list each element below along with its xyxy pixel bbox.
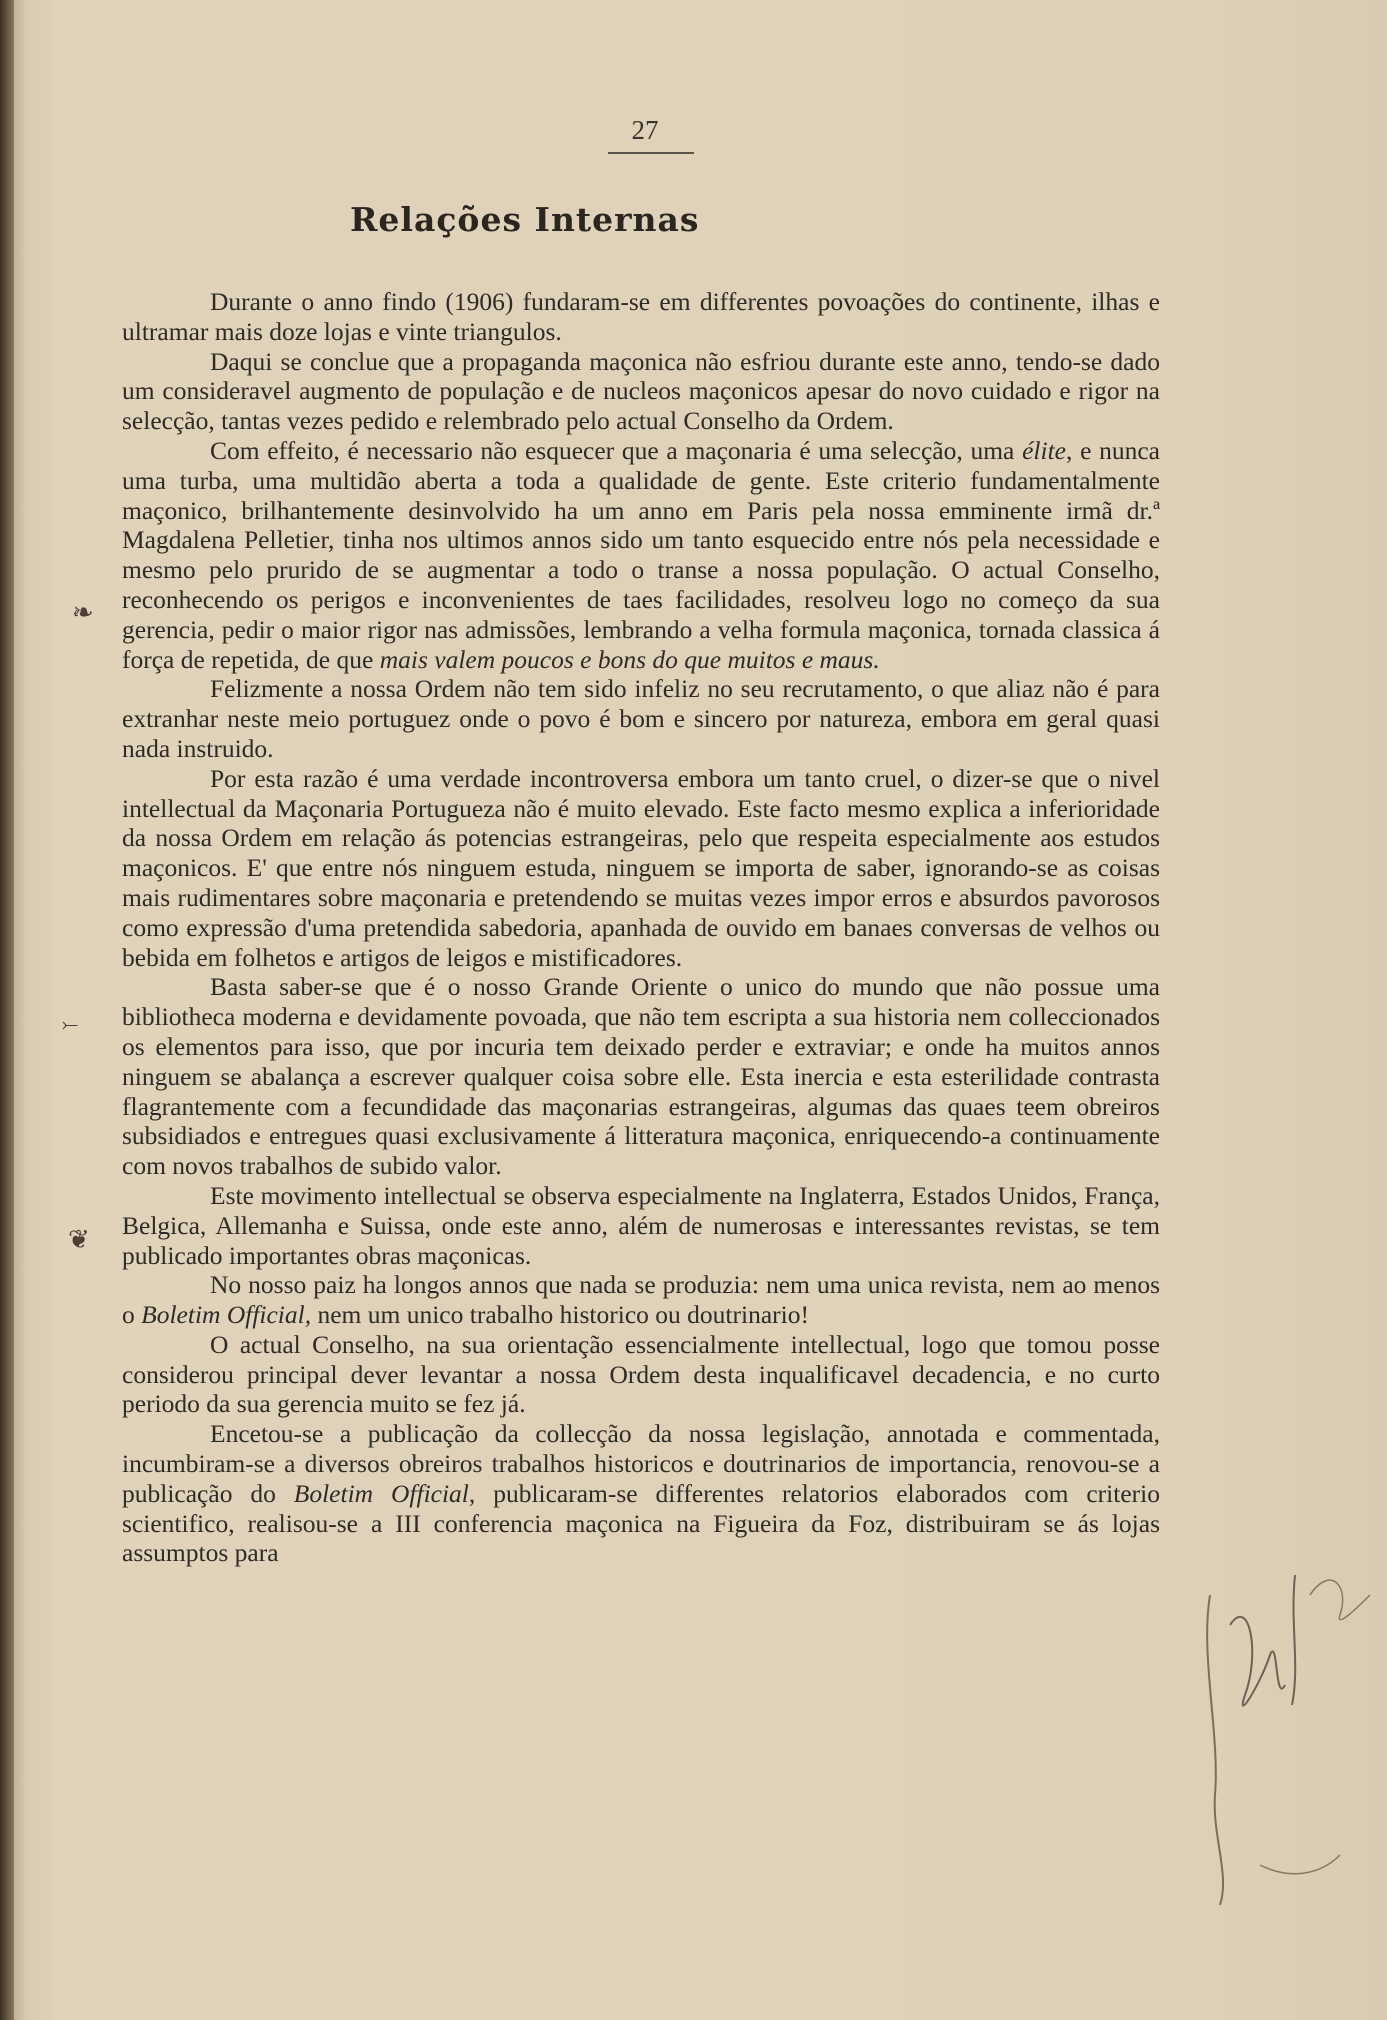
fleuron-icon: ❦ bbox=[68, 1225, 90, 1255]
page-number-rule bbox=[608, 152, 694, 154]
paragraph: O actual Conselho, na sua orientação essencialmente intellectual, logo que tomou posse considerou principal dever levantar a nossa Ordem desta inqualificavel decadencia, e no curto periodo da sua gerencia muito se fez já. bbox=[122, 1329, 1160, 1419]
paragraph: Durante o anno findo (1906) fundaram-se em differentes povoações do continente, ilhas e ultramar mais doze lojas e vinte triangulos. bbox=[122, 287, 1160, 346]
body-text bbox=[122, 287, 1160, 1568]
paragraph: Basta saber-se que é o nosso Grande Oriente o unico do mundo que não possue uma bibliotheca moderna e devidamente povoada, que não tem escripta a sua historia nem colleccionados os elementos para isso, que por incuria tem deixado perder e extraviar; e onde ha muitos annos ninguem se abalança a escrever qualquer coisa sobre elle. Esta inercia e esta esterilidade contrasta flagrantemente com a fecundidade das maçonarias estrangeiras, algumas das quaes teem obreiros subsidiados e entregues quasi exclusivamente á litteratura maçonica, enriquecendo-a continuamente com novos trabalhos de subido valor. bbox=[122, 972, 1160, 1181]
paragraph: Daqui se conclue que a propaganda maçonica não esfriou durante este anno, tendo-se dado um consideravel augmento de população e de nucleos maçonicos apesar do novo cuidado e rigor na selecção, tantas vezes pedido e relembrado pelo actual Conselho da Ordem. bbox=[122, 346, 1160, 436]
handwritten-annotation bbox=[1190, 1535, 1380, 1915]
paragraph: Encetou-se a publicação da collecção da nossa legislação, annotada e commentada, incumbiram-se a diversos obreiros trabalhos historicos e doutrinarios de importancia, renovou-se a publicação do Boletim Official, publicaram-se differentes relatorios elaborados com criterio scientifico, realisou-se a III conferencia maçonica na Figueira da Foz, distribuiram se ás lojas assumptos para bbox=[122, 1419, 1160, 1568]
paragraph: Com effeito, é necessario não esquecer que a maçonaria é uma selecção, uma élite, e nunca uma turba, uma multidão aberta a toda a qualidade de gente. Este criterio fundamentalmente maçonico, brilhantemente desinvolvido ha um anno em Paris pela nossa emminente irmã dr.ª Magdalena Pelletier, tinha nos ultimos annos sido um tanto esquecido entre nós pela necessidade e mesmo pelo prurido de se augmentar a todo o transe a nossa população. O actual Conselho, reconhecendo os perigos e inconvenientes de taes facilidades, resolveu logo no começo da sua gerencia, pedir o maior rigor nas admissões, lembrando a velha formula maçonica, tornada classica á força de repetida, de que mais valem poucos e bons do que muitos e maus. bbox=[122, 435, 1160, 674]
fleuron-icon: ⤚ bbox=[62, 1012, 78, 1036]
page-title: Relações Internas bbox=[350, 200, 700, 239]
book-spine-shadow bbox=[0, 0, 14, 2020]
paragraph: Este movimento intellectual se observa especialmente na Inglaterra, Estados Unidos, França, Belgica, Allemanha e Suissa, onde este anno, além de numerosas e interessantes revistas, se tem publicado importantes obras maçonicas. bbox=[122, 1180, 1160, 1270]
paragraph: Felizmente a nossa Ordem não tem sido infeliz no seu recrutamento, o que aliaz não é para extranhar neste meio portuguez onde o povo é bom e sincero por natureza, embora em geral quasi nada instruido. bbox=[122, 674, 1160, 763]
paragraph: Por esta razão é uma verdade incontroversa embora um tanto cruel, o dizer-se que o nivel intellectual da Maçonaria Portugueza não é muito elevado. Este facto mesmo explica a inferioridade da nossa Ordem em relação ás potencias estrangeiras, pelo que respeita especialmente aos estudos maçonicos. E' que entre nós ninguem estuda, ninguem se importa de saber, ignorando-se as coisas mais rudimentares sobre maçonaria e pretendendo se muitas vezes impor erros e absurdos pavorosos como expressão d'uma pretendida sabedoria, apanhada de ouvido em banaes conversas de velhos ou bebida em folhetos e artigos de leigos e mistificadores. bbox=[122, 763, 1160, 972]
paragraph: No nosso paiz ha longos annos que nada se produzia: nem uma unica revista, nem ao menos o Boletim Official, nem um unico trabalho historico ou doutrinario! bbox=[122, 1270, 1160, 1330]
page-number: 27 bbox=[631, 115, 659, 145]
fleuron-icon: ❧ bbox=[72, 598, 94, 628]
